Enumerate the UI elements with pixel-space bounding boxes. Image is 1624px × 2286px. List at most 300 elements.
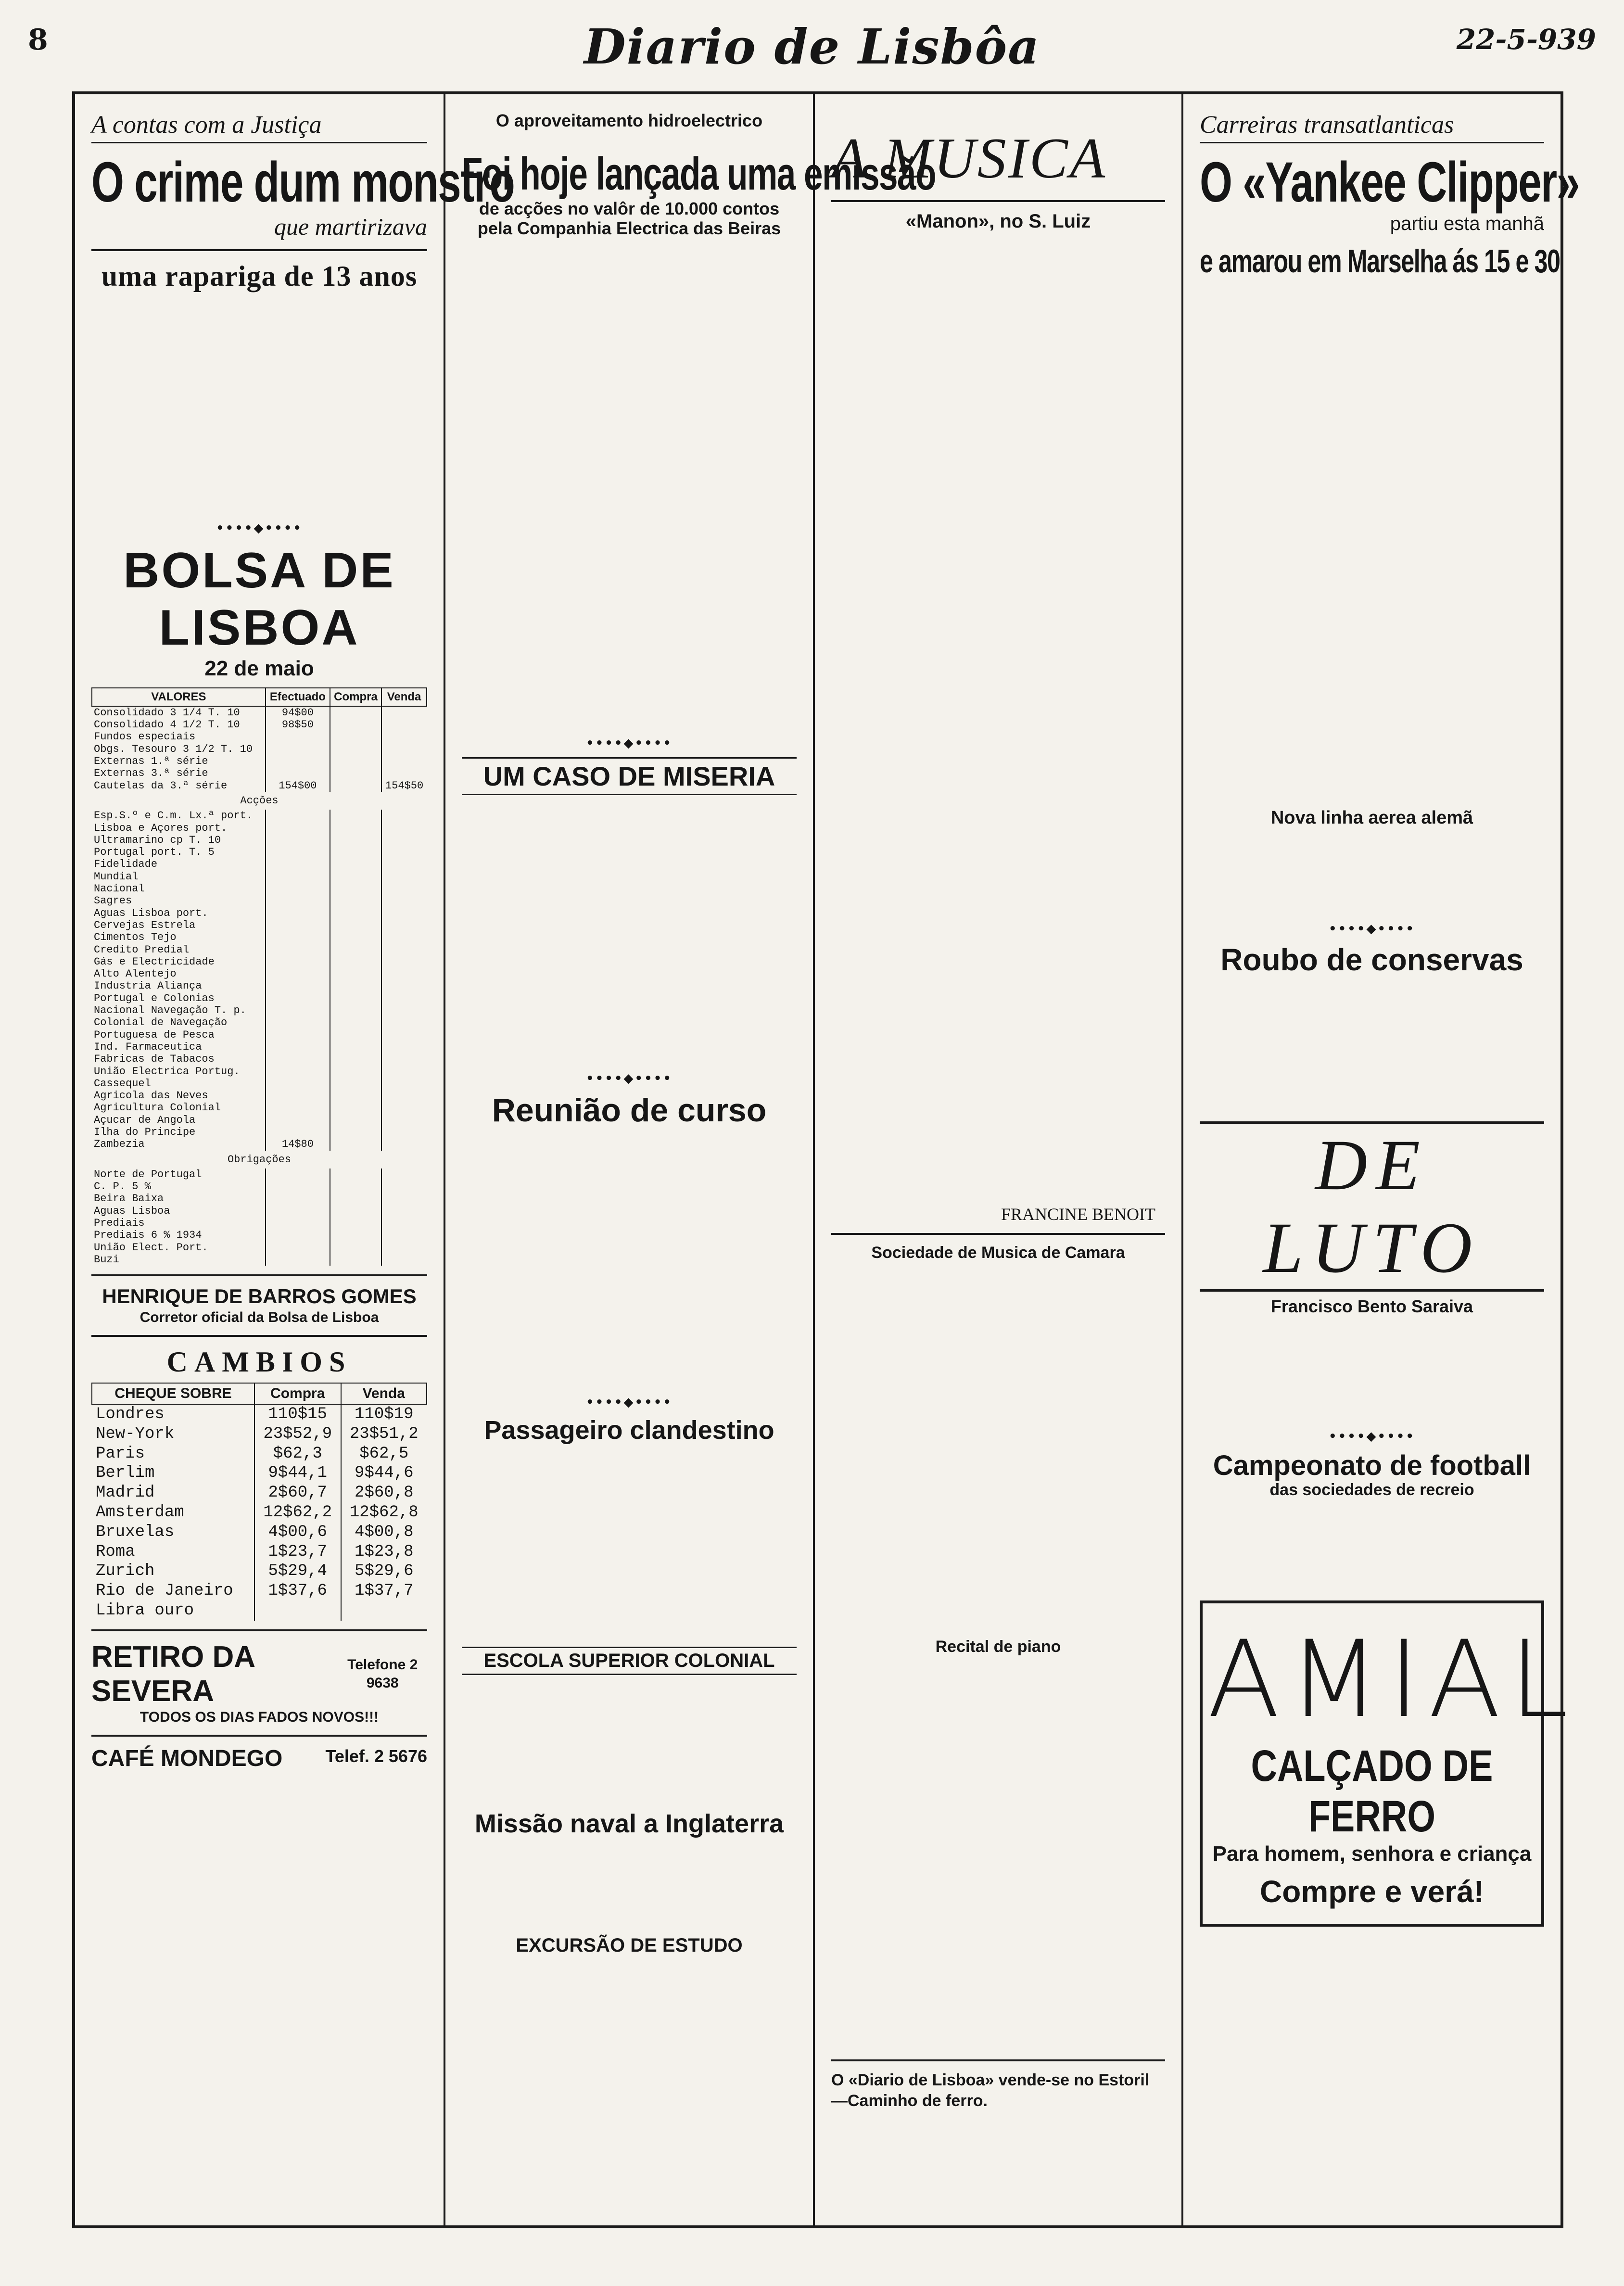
row-value: 110$19: [341, 1404, 427, 1424]
col-header: Efectuado: [266, 688, 330, 706]
col-header: VALORES: [92, 688, 266, 706]
divider: [91, 1335, 427, 1337]
row-value: 5$29,6: [341, 1562, 427, 1581]
row-value: 4$00,6: [254, 1523, 341, 1542]
row-label: Externas 1.ª série: [94, 755, 208, 768]
table-row: [92, 1041, 427, 1053]
article-body: [462, 1675, 797, 1810]
row-label: Berlim: [96, 1464, 155, 1483]
excursao-title: EXCURSÃO DE ESTUDO: [516, 1934, 743, 1956]
subheadline: partiu esta manhã: [1390, 213, 1544, 234]
table-row: [92, 1217, 427, 1229]
row-value: [266, 1181, 330, 1193]
table-row: [92, 834, 427, 846]
amial-cta: Compre e verá!: [1260, 1874, 1484, 1909]
row-value: [381, 767, 427, 779]
row-value: [381, 719, 427, 731]
row-label: Zurich: [96, 1562, 155, 1581]
row-value: [381, 1029, 427, 1041]
row-value: 14$80: [266, 1138, 330, 1150]
miseria-title: UM CASO DE MISERIA: [462, 757, 797, 796]
table-row: [92, 1444, 427, 1464]
row-value: [381, 834, 427, 846]
row-value: [330, 1168, 381, 1181]
football-subtitle: das sociedades de recreio: [1269, 1481, 1474, 1499]
row-value: [330, 883, 381, 895]
row-value: 1$37,7: [341, 1581, 427, 1601]
row-value: [266, 1126, 330, 1138]
table-row: [92, 1078, 427, 1090]
row-value: [330, 1090, 381, 1102]
article-body: [1200, 977, 1544, 1121]
table-row: [92, 1601, 427, 1621]
table-row: [92, 919, 427, 931]
row-value: [266, 895, 330, 907]
page-number: 8: [28, 23, 48, 57]
row-label: Fundos especiais: [94, 731, 196, 743]
cafe-phone: Telef. 2 5676: [325, 1746, 427, 1766]
retiro-phone: Telefone 2 9638: [347, 1657, 418, 1691]
section-title: A MUSICA: [831, 126, 1107, 190]
row-value: [381, 944, 427, 956]
table-row: [92, 858, 427, 870]
row-value: [330, 706, 381, 719]
row-value: [381, 1066, 427, 1078]
table-row: [92, 1229, 427, 1241]
row-label: Mundial: [94, 870, 139, 883]
row-label: Fidelidade: [94, 858, 158, 871]
row-value: [330, 755, 381, 767]
article-body: [1200, 828, 1544, 915]
table-row: [92, 1404, 427, 1424]
row-value: [381, 706, 427, 719]
divider: [831, 2059, 1165, 2061]
headline: O crime dum monstro: [91, 151, 515, 214]
row-value: [330, 980, 381, 992]
row-value: [266, 1029, 330, 1041]
row-label: Nacional: [94, 883, 145, 895]
group-row: [92, 1151, 427, 1168]
row-value: [381, 1004, 427, 1016]
row-label: Industria Aliança: [94, 980, 202, 992]
row-value: [266, 1168, 330, 1181]
table-row: [92, 1029, 427, 1041]
row-value: [381, 1053, 427, 1065]
table-row: [92, 1016, 427, 1029]
row-label: Gás e Electricidade: [94, 955, 215, 968]
article-body: [462, 1445, 797, 1647]
row-label: Aguas Lisboa port.: [94, 907, 208, 919]
table-row: [92, 1581, 427, 1601]
amial-tagline: CALÇADO DE FERRO: [1251, 1741, 1493, 1842]
row-value: [381, 1138, 427, 1150]
table-row: [92, 1102, 427, 1114]
table-row: [92, 1503, 427, 1523]
camara-title: Sociedade de Musica de Camara: [871, 1244, 1125, 1262]
row-label: Lisboa e Açores port.: [94, 822, 228, 834]
row-value: 12$62,2: [254, 1503, 341, 1523]
row-label: Paris: [96, 1444, 145, 1463]
cafe-ad: [91, 1745, 427, 1772]
row-value: [381, 846, 427, 858]
row-value: [330, 1004, 381, 1016]
table-row: [92, 1424, 427, 1444]
row-value: [266, 956, 330, 968]
luto-title: DE LUTO: [1200, 1121, 1544, 1292]
row-value: 2$60,8: [341, 1483, 427, 1503]
row-value: [381, 1254, 427, 1266]
deck: de acções no valôr de 10.000 contos pela Companhia Electrica das Beiras: [477, 198, 781, 239]
row-label: Cimentos Tejo: [94, 931, 177, 944]
row-value: [266, 1004, 330, 1016]
row-value: [330, 1114, 381, 1126]
row-value: [266, 822, 330, 834]
row-value: [266, 919, 330, 931]
table-row: [92, 1181, 427, 1193]
bolsa-date: 22 de maio: [204, 656, 314, 680]
luto-name: Francisco Bento Saraiva: [1270, 1296, 1473, 1316]
row-value: [266, 1254, 330, 1266]
table-row: [92, 822, 427, 834]
row-value: [266, 1242, 330, 1254]
amial-ad: [1200, 1600, 1577, 1927]
row-value: 23$51,2: [341, 1424, 427, 1444]
row-value: [330, 992, 381, 1004]
row-value: [381, 731, 427, 743]
divider: [91, 1274, 427, 1276]
row-value: [381, 858, 427, 870]
missao-title: Missão naval a Inglaterra: [474, 1809, 784, 1839]
article-body: [462, 795, 797, 1065]
row-value: [330, 1217, 381, 1229]
row-value: 94$00: [266, 706, 330, 719]
row-value: [266, 871, 330, 883]
row-value: [330, 1102, 381, 1114]
column-4: [1183, 94, 1579, 2225]
article-body: [1200, 279, 1544, 808]
row-value: [330, 1016, 381, 1029]
group-label: Obrigações: [227, 1153, 292, 1166]
row-label: Portugal port. T. 5: [94, 846, 215, 859]
row-value: [381, 1181, 427, 1193]
row-value: [381, 1078, 427, 1090]
row-label: União Elect. Port.: [94, 1241, 208, 1254]
row-label: Cautelas da 3.ª série: [94, 779, 228, 792]
row-label: Agricultura Colonial: [94, 1102, 221, 1114]
row-value: [330, 1053, 381, 1065]
row-value: [330, 931, 381, 943]
row-value: [266, 1090, 330, 1102]
row-value: [266, 1041, 330, 1053]
group-row: [92, 792, 427, 810]
table-row: [92, 743, 427, 755]
row-label: Buzi: [94, 1253, 119, 1266]
row-value: [266, 907, 330, 919]
article-body: [462, 1129, 797, 1388]
row-value: 1$23,7: [254, 1542, 341, 1562]
kicker: Carreiras transatlanticas: [1200, 111, 1544, 143]
article-body: [831, 232, 1165, 1204]
linha-title: Nova linha aerea alemã: [1270, 808, 1473, 828]
divider: [91, 1629, 427, 1631]
row-value: [381, 1168, 427, 1181]
row-label: Portuguesa de Pesca: [94, 1029, 215, 1041]
row-label: Agricola das Neves: [94, 1090, 208, 1102]
cambios-table: [91, 1383, 427, 1621]
row-value: [266, 992, 330, 1004]
row-value: [330, 871, 381, 883]
table-row: [92, 1542, 427, 1562]
row-value: [254, 1601, 341, 1621]
table-row: [92, 956, 427, 968]
amial-audience: Para homem, senhora e criança: [1212, 1842, 1532, 1866]
col-header: Compra: [330, 688, 381, 706]
row-value: [330, 846, 381, 858]
footer-note: O «Diario de Lisboa» vende-se no Estoril—Caminho de ferro.: [831, 2071, 1150, 2110]
row-value: [381, 1205, 427, 1217]
table-row: [92, 1126, 427, 1138]
table-row: [92, 1138, 427, 1150]
roubo-title: Roubo de conservas: [1220, 942, 1523, 978]
row-value: [381, 931, 427, 943]
row-label: Obgs. Tesouro 3 1/2 T. 10: [94, 743, 253, 755]
row-value: [266, 846, 330, 858]
row-label: Beira Baixa: [94, 1193, 164, 1205]
retiro-ad: [91, 1640, 427, 1708]
row-value: 9$44,6: [341, 1463, 427, 1483]
article-body: [462, 1839, 797, 1935]
row-value: 12$62,8: [341, 1503, 427, 1523]
row-value: [381, 919, 427, 931]
row-label: Fabricas de Tabacos: [94, 1053, 215, 1066]
row-label: Cervejas Estrela: [94, 919, 196, 931]
row-value: [330, 1205, 381, 1217]
row-value: 9$44,1: [254, 1463, 341, 1483]
table-row: [92, 1090, 427, 1102]
table-row: [92, 1193, 427, 1205]
col-header: Compra: [254, 1383, 341, 1404]
row-value: [330, 1138, 381, 1150]
row-value: [330, 822, 381, 834]
retiro-line: TODOS OS DIAS FADOS NOVOS!!!: [140, 1709, 379, 1725]
table-row: [92, 1053, 427, 1065]
divider-ornament: ••••◆••••: [586, 736, 672, 750]
article-body: [831, 1262, 1165, 1638]
table-row: [92, 731, 427, 743]
row-value: 110$15: [254, 1404, 341, 1424]
row-value: [266, 980, 330, 992]
row-value: [330, 1066, 381, 1078]
kicker: O aproveitamento hidroelectrico: [495, 111, 763, 130]
masthead: Diario de Lisbôa: [584, 18, 1040, 75]
row-value: [330, 1029, 381, 1041]
row-value: 1$37,6: [254, 1581, 341, 1601]
article-body: [462, 239, 797, 729]
row-value: [330, 1229, 381, 1241]
row-value: [330, 743, 381, 755]
row-value: [266, 1102, 330, 1114]
divider: [831, 1233, 1165, 1235]
row-value: 2$60,7: [254, 1483, 341, 1503]
signature: FRANCINE BENOIT: [1001, 1205, 1155, 1224]
row-label: Rio de Janeiro: [96, 1582, 233, 1600]
column-2: [445, 94, 936, 2225]
row-label: Norte de Portugal: [94, 1168, 202, 1181]
row-value: [266, 1114, 330, 1126]
row-value: [381, 1102, 427, 1114]
row-label: Ultramarino cp T. 10: [94, 834, 221, 846]
row-value: [266, 1078, 330, 1090]
row-value: [330, 731, 381, 743]
row-label: Cassequel: [94, 1077, 151, 1090]
row-label: Esp.S.º e C.m. Lx.ª port.: [94, 810, 253, 822]
col-header: Venda: [381, 688, 427, 706]
row-value: $62,5: [341, 1444, 427, 1464]
row-value: [266, 931, 330, 943]
divider-ornament: ••••◆••••: [586, 1395, 672, 1410]
divider: [831, 200, 1165, 202]
row-value: [381, 907, 427, 919]
row-value: [266, 743, 330, 755]
row-label: Bruxelas: [96, 1523, 175, 1541]
row-label: Credito Predial: [94, 943, 190, 956]
row-label: Prediais 6 % 1934: [94, 1229, 202, 1242]
deck: uma rapariga de 13 anos: [101, 260, 418, 292]
row-value: [266, 1229, 330, 1241]
row-value: [381, 743, 427, 755]
row-value: [341, 1601, 427, 1621]
row-value: [381, 1242, 427, 1254]
row-value: [381, 1193, 427, 1205]
row-value: [330, 719, 381, 731]
table-row: [92, 846, 427, 858]
stock-table: [91, 687, 427, 1266]
row-value: [330, 767, 381, 779]
reuniao-title: Reunião de curso: [492, 1092, 767, 1129]
row-value: [330, 956, 381, 968]
row-value: [330, 834, 381, 846]
table-row: [92, 1523, 427, 1542]
table-row: [92, 944, 427, 956]
row-value: [330, 1242, 381, 1254]
row-label: Amsterdam: [96, 1503, 184, 1522]
row-value: [266, 968, 330, 980]
row-label: Consolidado 3 1/4 T. 10: [94, 706, 240, 719]
row-value: [381, 871, 427, 883]
row-label: Roma: [96, 1542, 135, 1561]
table-row: [92, 1254, 427, 1266]
row-label: Consolidado 4 1/2 T. 10: [94, 719, 240, 731]
cafe-title: CAFÉ MONDEGO: [91, 1746, 283, 1772]
row-value: [266, 1217, 330, 1229]
row-value: [330, 1254, 381, 1266]
table-row: [92, 719, 427, 731]
table-row: [92, 907, 427, 919]
col-header: CHEQUE SOBRE: [92, 1383, 254, 1404]
row-value: [381, 755, 427, 767]
article-subtitle: «Manon», no S. Luiz: [905, 211, 1091, 232]
escola-title: ESCOLA SUPERIOR COLONIAL: [462, 1647, 797, 1675]
row-value: [266, 883, 330, 895]
row-value: [266, 1066, 330, 1078]
table-row: [92, 871, 427, 883]
article-body: [91, 293, 427, 514]
page-frame: [72, 91, 1579, 2228]
retiro-title: RETIRO DA SEVERA: [91, 1640, 254, 1708]
row-value: [330, 944, 381, 956]
divider: [91, 249, 427, 251]
row-value: [330, 810, 381, 822]
table-row: [92, 931, 427, 943]
row-value: [381, 822, 427, 834]
row-value: [330, 907, 381, 919]
broker-name: HENRIQUE DE BARROS GOMES: [102, 1285, 417, 1308]
row-value: [266, 834, 330, 846]
row-value: 154$00: [266, 780, 330, 792]
article-body: [1200, 1499, 1544, 1586]
row-value: [330, 1126, 381, 1138]
cambios-title: CAMBIOS: [166, 1346, 352, 1378]
row-value: [266, 944, 330, 956]
row-label: Prediais: [94, 1217, 145, 1230]
row-label: Ilha do Principe: [94, 1126, 196, 1138]
table-row: [92, 1242, 427, 1254]
row-value: [330, 858, 381, 870]
headline: Foi hoje lançada uma emissão: [462, 148, 936, 200]
table-row: [92, 980, 427, 992]
row-label: Sagres: [94, 895, 132, 907]
row-value: [381, 895, 427, 907]
divider-ornament: ••••◆••••: [586, 1071, 672, 1086]
row-label: Açucar de Angola: [94, 1114, 196, 1126]
row-value: [330, 1181, 381, 1193]
subheadline: que martirizava: [274, 213, 427, 240]
row-value: 1$23,8: [341, 1542, 427, 1562]
amial-brand: AMIAL: [1207, 1618, 1577, 1741]
row-value: [381, 956, 427, 968]
table-row: [92, 1168, 427, 1181]
table-row: [92, 810, 427, 822]
row-label: Ind. Farmaceutica: [94, 1041, 202, 1053]
row-value: [330, 780, 381, 792]
row-value: [266, 1205, 330, 1217]
divider: [91, 1735, 427, 1737]
row-value: 4$00,8: [341, 1523, 427, 1542]
row-value: 5$29,4: [254, 1562, 341, 1581]
table-row: [92, 1483, 427, 1503]
row-label: Alto Alentejo: [94, 968, 177, 980]
headline: O «Yankee Clipper»: [1200, 151, 1579, 214]
row-value: [381, 1090, 427, 1102]
row-value: 98$50: [266, 719, 330, 731]
row-label: Madrid: [96, 1484, 155, 1502]
kicker: A contas com a Justiça: [91, 111, 427, 143]
football-title: Campeonato de football: [1213, 1449, 1531, 1481]
row-value: [381, 980, 427, 992]
divider-ornament: ••••◆••••: [216, 521, 303, 535]
row-value: [381, 1217, 427, 1229]
recital-title: Recital de piano: [935, 1638, 1061, 1656]
row-value: [381, 810, 427, 822]
article-body: [1200, 1317, 1544, 1422]
row-label: União Electrica Portug.: [94, 1065, 240, 1078]
row-label: Portugal e Colonias: [94, 992, 215, 1004]
column-1: [75, 94, 515, 2225]
table-row: [92, 706, 427, 719]
table-row: [92, 755, 427, 767]
table-row: [92, 992, 427, 1004]
row-value: [330, 1193, 381, 1205]
